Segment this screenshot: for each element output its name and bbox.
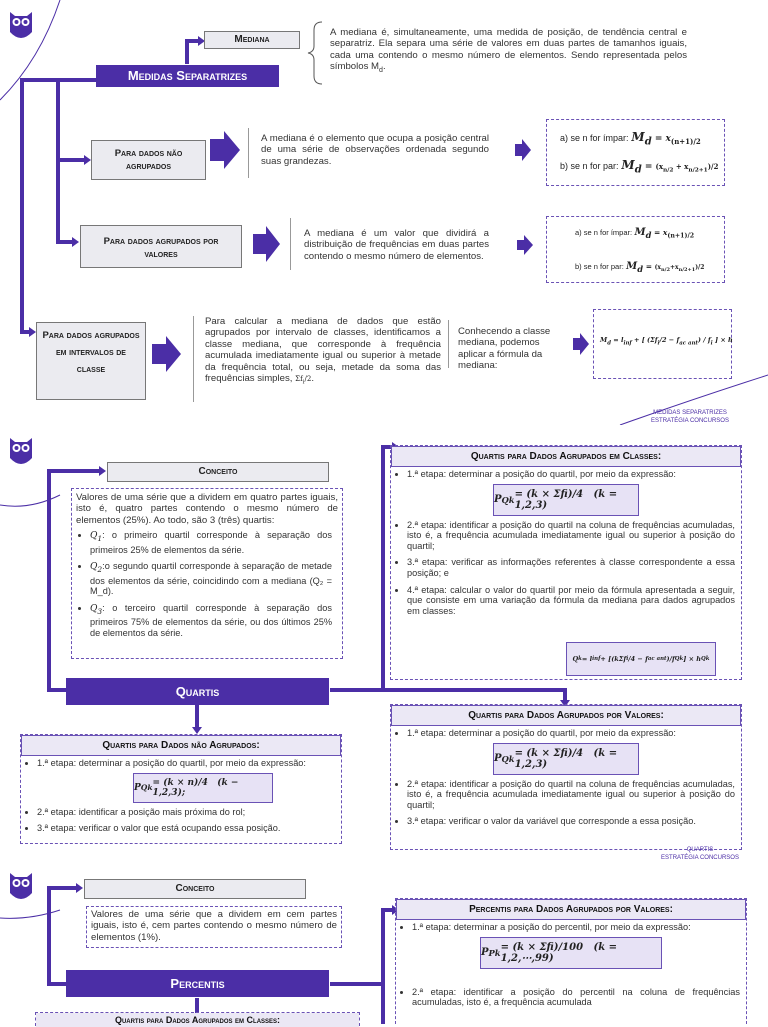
valores-step-2: • 2.ª etapa: identificar a posição do quartil na coluna de frequências acumuladas, isto é, a frequência acumulada imediatamente igual ou superior à posição do quartil; (407, 779, 735, 811)
mediana-description: A mediana é, simultaneamente, uma medida de posição, de tendência central e separatriz. Ela separa uma série de valores em duas partes de tamanhos iguais, cada uma contendo o mesmo número de elementos. Sendo representada pelos símbolos $M_d$. (330, 27, 687, 75)
owl-logo-icon (8, 867, 34, 903)
classes-step-1: • 1.ª etapa: determinar a posição do quartil, por meio da expressão: (407, 469, 735, 480)
mediana-label: Mediana (204, 31, 300, 49)
intervalos-description: Para calcular a mediana de dados que estão agrupados por intervalo de classes, identificamos a classe mediana, que corresponde à frequência acumulada imediatamente igual ou superior à metade da frequência total, ou seja, metade da soma das frequências simples, $\Sigma f_i/2$. (205, 316, 441, 386)
nao-agrup-step-2: • 2.ª etapa: identificar a posição mais próxima do rol; (37, 807, 335, 818)
nao-agrupados-label: Para dados não agrupados (91, 140, 206, 180)
formula-impar-2: a) se n for ímpar: $M_d = x_{(n+1)/2}$ (575, 227, 695, 240)
panel2-footer: QUARTIS ESTRATÉGIA CONCURSOS (661, 847, 739, 861)
quartil-classes-formula: Q k = l inf + [(kΣf i /4 − f ac ant )/f Qk ] × h Qk (566, 642, 716, 676)
q1-item: • $Q_1$: o primeiro quartil corresponde à separação dos primeiros 25% de elementos da série. (90, 530, 332, 555)
panel1-footer: MEDIDAS SEPARATRIZES ESTRATÉGIA CONCURSOS (651, 410, 729, 424)
classes-step-4: • 4.ª etapa: calcular o valor do quartil por meio da fórmula apresentada a seguir, que consiste em uma variação da fórmula da mediana para dados agrupados em classes: (407, 585, 735, 617)
quartil-position-formula: P Qk = (k × Σfi)/4 (k = 1,2,3) (493, 484, 639, 516)
intervalos-classe-label: Para dados agrupados em intervalos de classe (36, 322, 146, 400)
percentis-classes-head: Quartis para Dados Agrupados em Classes: (36, 1013, 359, 1027)
quartil-position-formula-2: P Qk = (k × Σfi)/4 (k = 1,2,3) (493, 743, 639, 775)
percentil-position-formula: P Pk = (k × Σfi)/100 (k = 1,2,⋯,99) (480, 937, 662, 969)
conceito-label: Conceito (107, 462, 329, 482)
valores-step-3: • 3.ª etapa: verificar o valor da variável que corresponde a essa posição. (407, 816, 735, 827)
formula-box-nao-agrupados (546, 119, 725, 186)
q2-item: • $Q_2:o$ segundo quartil corresponde à separação de metade dos elementos da série, coincidindo com a mediana (Q₂ = M_d). (90, 561, 332, 597)
quartis-valores-box (390, 704, 742, 850)
owl-logo-icon (8, 432, 34, 468)
quartis-classes-head: Quartis para Dados Agrupados em Classes: (391, 446, 741, 467)
owl-logo-icon (8, 6, 34, 42)
percentis-conceito-box (86, 906, 342, 948)
quartis-valores-head: Quartis para Dados Agrupados por Valores: (391, 705, 741, 726)
intervalos-description-2: Conhecendo a classe mediana, podemos aplicar a fórmula da mediana: (458, 326, 551, 372)
quartis-title: Quartis (66, 678, 329, 705)
divider (448, 320, 449, 368)
percentis-step-1: • 1.ª etapa: determinar a posição do percentil, por meio da expressão: (412, 922, 740, 933)
divider (248, 128, 249, 178)
classes-step-3: • 3.ª etapa: verificar as informações referentes à classe correspondente a essa posição; e (407, 557, 735, 578)
quartis-classes-box (390, 445, 742, 680)
q3-item: • $Q_3$: o terceiro quartil corresponde à separação dos primeiros 75% de elementos da série, ou dos últimos 25% de elementos da série. (90, 603, 332, 639)
formula-box-mediana-classes: $M_d = l_{inf}$ + [ $(\Sigma f_i/2 - f_{ac ant}) / f_i$ ] × h (593, 309, 732, 379)
classes-step-2: • 2.ª etapa: identificar a posição do quartil na coluna de frequências acumuladas, isto é, a frequência acumulada imediatamente igual ou superior à posição do quartil; (407, 520, 735, 552)
valores-step-1: • 1.ª etapa: determinar a posição do quartil, por meio da expressão: (407, 728, 735, 739)
nao-agrup-step-1: • 1.ª etapa: determinar a posição do quartil, por meio da expressão: (37, 758, 335, 769)
agrupados-valores-description: A mediana é um valor que dividirá a distribuição de frequências em duas partes contendo o mesmo número de elementos. (304, 228, 489, 262)
percentis-valores-box (395, 898, 747, 1024)
formula-par-2: b) se n for par: $M_d = (x_{n/2}+x_{n/2+1})/2$ (575, 261, 705, 274)
percentis-step-2: • 2.ª etapa: identificar a posição do percentil na coluna de frequências acumuladas, isto é, a frequência acumulada (412, 987, 740, 1008)
formula-par: b) se n for par: $M_d = (x_{n/2} + x_{n/2+1})/2$ (560, 158, 719, 176)
nao-agrup-step-3: • 3.ª etapa: verificar o valor que está ocupando essa posição. (37, 823, 335, 834)
nao-agrupados-description: A mediana é o elemento que ocupa a posição central de uma série de observações ordenada segundo suas grandezas. (261, 133, 489, 167)
quartil-nao-agrup-formula: P Qk = (k × n)/4 (k − 1,2,3); (133, 773, 273, 803)
percentis-conceito-desc: Valores de uma série que a dividem em cem partes iguais, isto é, cem partes contendo o mesmo número de elementos (1%). (91, 909, 337, 943)
formula-impar: a) se n for ímpar: $M_d = x_{(n+1)/2}$ (560, 130, 701, 148)
divider (290, 218, 291, 270)
percentis-valores-head: Percentis para Dados Agrupados por Valores: (396, 899, 746, 920)
divider (193, 316, 194, 402)
quartis-conceito-box (71, 488, 343, 659)
quartis-conceito-desc: Valores de uma série que a dividem em quatro partes iguais, isto é, quatro partes contendo o mesmo número de elementos (25%). Ao todo, são 3 (três) quartis: (76, 492, 338, 526)
formula-box-agrupados-valores (546, 216, 725, 283)
percentis-conceito-label: Conceito (84, 879, 306, 899)
percentis-title: Percentis (66, 970, 329, 997)
quartis-nao-agrupados-head: Quartis para Dados não Agrupados: (21, 735, 341, 756)
agrupados-valores-label: Para dados agrupados por valores (80, 225, 242, 268)
medidas-separatrizes-title: Medidas Separatrizes (96, 65, 279, 87)
quartis-nao-agrupados-box (20, 734, 342, 844)
